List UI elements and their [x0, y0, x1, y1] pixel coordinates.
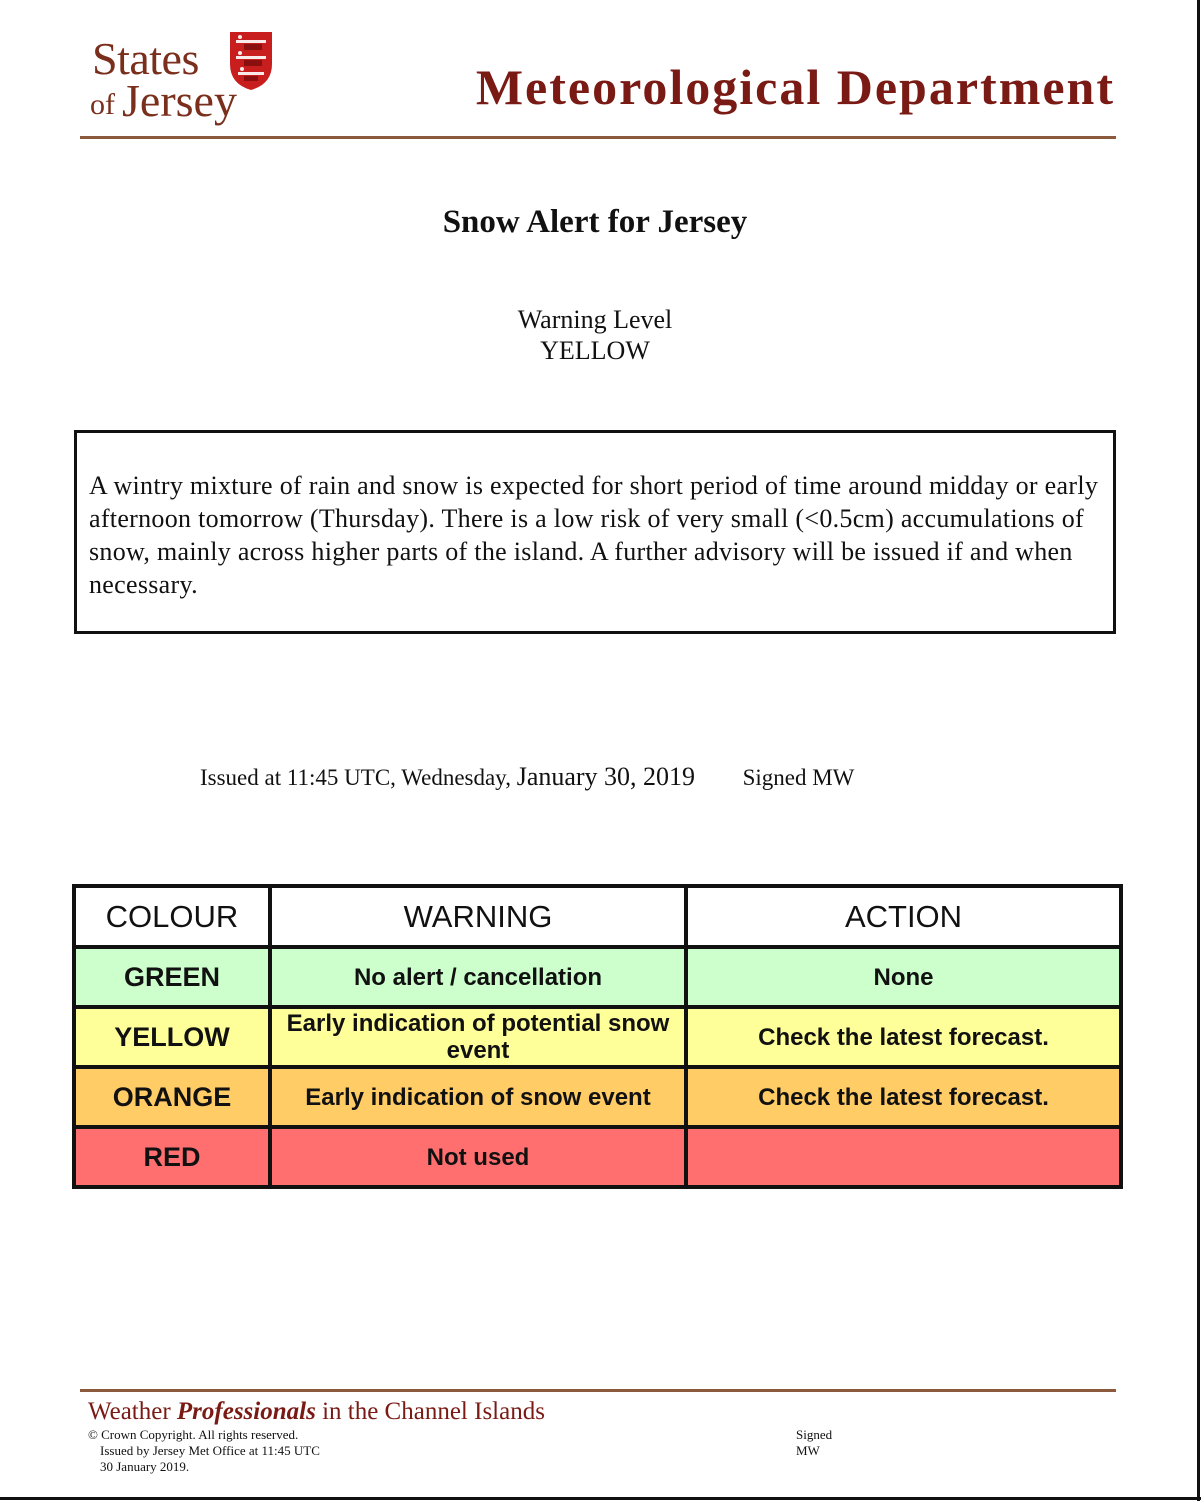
tagline-post: in the Channel Islands — [315, 1398, 545, 1425]
footer-issued-by: Issued by Jersey Met Office at 11:45 UTC — [100, 1443, 320, 1458]
warning-levels-table — [72, 884, 1123, 1189]
table-row-orange — [74, 1067, 1121, 1127]
page-border-right — [1197, 0, 1200, 1501]
issued-prefix: Issued at 11:45 UTC, Wednesday, — [200, 765, 511, 790]
action-cell: Check the latest forecast. — [686, 1067, 1121, 1127]
jersey-crest-icon — [226, 30, 276, 92]
alert-title: Snow Alert for Jersey — [442, 204, 748, 240]
page-border-bottom — [0, 1497, 1201, 1500]
issued-date: January 30, 2019 — [516, 762, 696, 791]
header-divider — [80, 136, 1116, 139]
tagline-emphasis: Professionals — [176, 1398, 316, 1425]
footer-divider — [80, 1389, 1116, 1392]
department-title: Meteorological Department — [475, 59, 1115, 115]
column-header-warning: WARNING — [270, 886, 686, 947]
table-header-row — [74, 886, 1121, 947]
states-of-jersey-logo — [88, 30, 288, 130]
warning-cell: Not used — [270, 1127, 686, 1187]
column-header-colour: COLOUR — [74, 886, 270, 947]
logo-states-text: States — [92, 33, 199, 84]
action-cell: Check the latest forecast. — [686, 1007, 1121, 1067]
colour-cell: GREEN — [74, 947, 270, 1007]
warning-cell: No alert / cancellation — [270, 947, 686, 1007]
logo-jersey-text: Jersey — [122, 75, 237, 126]
table-row-red — [74, 1127, 1121, 1187]
warning-level-value: YELLOW — [540, 336, 650, 365]
column-header-action: ACTION — [686, 886, 1121, 947]
footer-copyright: © Crown Copyright. All rights reserved. — [88, 1427, 299, 1442]
footer-date: 30 January 2019. — [100, 1459, 190, 1474]
tagline-pre: Weather — [88, 1398, 177, 1425]
footer-signed-label: Signed — [796, 1427, 833, 1442]
alert-message-box — [74, 430, 1116, 634]
colour-cell: RED — [74, 1127, 270, 1187]
action-cell: None — [686, 947, 1121, 1007]
warning-level-label: Warning Level — [517, 305, 673, 334]
issued-signed: Signed MW — [742, 765, 855, 790]
action-cell — [686, 1127, 1121, 1187]
footer-signed-initials: MW — [796, 1443, 820, 1458]
colour-cell: YELLOW — [74, 1007, 270, 1067]
issued-line — [200, 762, 854, 792]
colour-cell: ORANGE — [74, 1067, 270, 1127]
footer-tagline — [88, 1398, 545, 1426]
alert-message-text: A wintry mixture of rain and snow is expected for short period of time around midday or early afternoon tomorrow (Thursday). There is a low risk of very small (<0.5cm) accumulations of snow, mainly across higher parts of the island. A further advisory will be issued if and when necessary. — [89, 471, 1099, 599]
warning-cell: Early indication of potential snow event — [270, 1007, 686, 1067]
logo-of-text: of — [90, 88, 115, 121]
table-row-yellow — [74, 1007, 1121, 1067]
warning-cell: Early indication of snow event — [270, 1067, 686, 1127]
table-row-green — [74, 947, 1121, 1007]
